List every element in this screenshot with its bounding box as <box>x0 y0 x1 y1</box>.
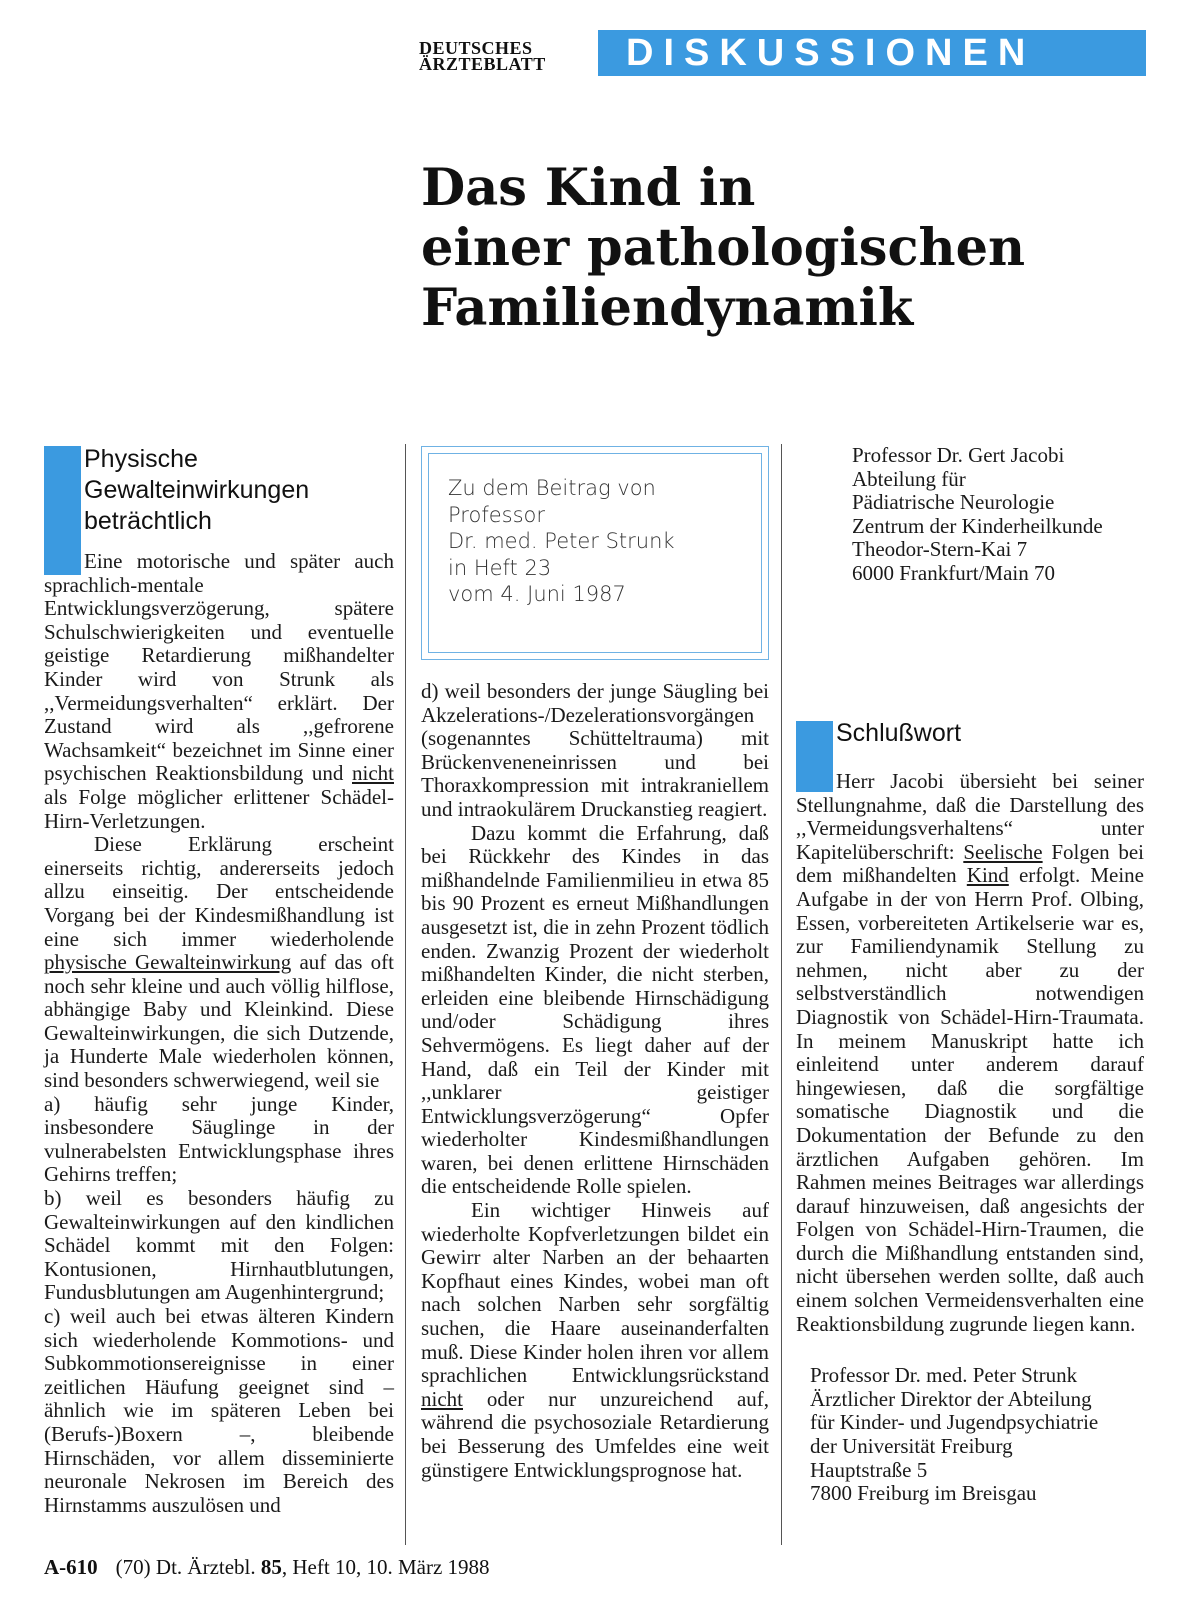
footer-ref-start: (70) Dt. Ärztebl. <box>115 1555 256 1579</box>
column-3 <box>796 444 1144 586</box>
title-line-3: Familiendynamik <box>421 278 914 338</box>
reply-p1-mid: Folgen bei dem mißhandelten <box>796 839 1145 888</box>
letter-item-c: c) weil auch bei etwas älteren Kindern sich wiederholende Kommotions- und Subkommotionsereignisse in einer zeitlichen Häufung geeignet sind – ähnlich wie im späteren Leben bei (Berufs-)Boxern –, bleibende Hirnschäden, vor allem disseminierte neuronale Nekrosen im Bereich des Hirnstamms auszulösen und <box>44 1304 394 1517</box>
reply-sig-line-3: für Kinder- und Jugendpsychiatrie <box>810 1410 1099 1435</box>
column-rule-right <box>781 444 782 1545</box>
letter-p1-text: Eine motorische und später auch sprachlich-mentale Entwicklungsverzögerung, spätere Schulschwierigkeiten und eventuelle geistige Retardierung mißhandelter Kinder wird von Strunk als ,,Vermeidungsverhalten“ erklärt. Der Zustand wird als ,,gefrorene Wachsamkeit“ bezeichnet im Sinne einer psychischen Reaktionsbildung und <box>44 549 394 786</box>
title-line-1: Das Kind in <box>421 158 756 218</box>
letter-p1-underlined: nicht <box>352 761 394 786</box>
letter-heading-line-2: Gewalteinwirkungen <box>84 476 310 504</box>
letter-p2-underlined: physische Gewalteinwirkung <box>44 950 292 975</box>
letter-sig-line-6: 6000 Frankfurt/Main 70 <box>852 560 1055 585</box>
reply-sig-name: Professor Dr. med. Peter Strunk <box>810 1363 1078 1388</box>
letter-sig-line-4: Zentrum der Kinderheilkunde <box>852 513 1103 538</box>
reply-paragraph <box>796 770 1144 1336</box>
letter-item-a: a) häufig sehr junge Kinder, insbesondere Säuglinge in der vulnerabelsten Entwicklungsphase ihres Gehirns treffen; <box>44 1091 394 1187</box>
letter-p2-start: Diese Erklärung erscheint einerseits richtig, andererseits jedoch allzu einseitig. Der entscheidende Vorgang bei der Kindesmißhandlung ist eine sich immer wiederholende <box>44 832 394 951</box>
letter-item-b: b) weil es besonders häufig zu Gewalteinwirkungen auf den kindlichen Schädel kommt mit den Folgen: Kontusionen, Hirnhautblutungen, Fundusblutungen am Augenhintergrund; <box>44 1186 394 1305</box>
letter-sig-line-2: Abteilung für <box>852 466 966 491</box>
column-1 <box>44 550 394 1517</box>
reply-sig-line-6: 7800 Freiburg im Breisgau <box>810 1481 1037 1506</box>
letter-paragraph-1 <box>44 550 394 833</box>
letter-paragraph-2 <box>44 833 394 1093</box>
column-rule-left <box>405 444 406 1545</box>
reply-underlined-1: Seelische <box>963 839 1043 864</box>
note-box <box>421 446 769 660</box>
letter-heading-line-3: beträchtlich <box>84 507 212 535</box>
letter-heading <box>84 444 404 537</box>
letter-p4-underlined: nicht <box>421 1386 463 1411</box>
column-3-reply <box>796 770 1144 1506</box>
reply-signature <box>810 1364 1144 1506</box>
letter-sig-line-3: Pädiatrische Neurologie <box>852 490 1055 515</box>
reply-underlined-2: Kind <box>966 863 1009 888</box>
section-banner: DISKUSSIONEN <box>598 30 1146 76</box>
reply-sig-line-4: der Universität Freiburg <box>810 1434 1013 1459</box>
note-line-4: in Heft 23 <box>448 555 552 580</box>
note-line-3: Dr. med. Peter Strunk <box>448 529 675 553</box>
footer-ref-end: , Heft 10, 10. März 1988 <box>281 1555 490 1579</box>
letter-paragraph-4 <box>421 1199 769 1482</box>
note-line-5: vom 4. Juni 1987 <box>448 582 626 606</box>
note-text <box>448 475 748 608</box>
reply-p1-start: Herr Jacobi übersieht bei seiner Stellungnahme, daß die Darstellung des ,,Vermeidungsverhaltens“ unter Kapitelüberschrift: <box>796 769 1144 864</box>
column-2 <box>421 680 769 1482</box>
article-title <box>421 158 1141 338</box>
masthead <box>419 40 584 72</box>
footer-volume: 85 <box>260 1555 282 1579</box>
reply-sig-line-5: Hauptstraße 5 <box>810 1457 928 1482</box>
page-footer <box>44 1554 490 1580</box>
letter-sig-line-5: Theodor-Stern-Kai 7 <box>852 537 1028 562</box>
reply-p1-end: erfolgt. Meine Aufgabe in der von Herrn Prof. Olbing, Essen, vorbereiteten Artikelserie war es, zur Familiendynamik Stellung zu nehmen, nicht aber zu der selbstverständlich notwendigen Diagnostik von Schädel-Hirn-Traumata. In meinem Manuskript hatte ich einleitend unter anderem darauf hingewiesen, daß die sorgfältige somatische Diagnostik und die Dokumentation der Befunde zu den ärztlichen Aufgaben gehören. Im Rahmen meines Beitrages war allerdings darauf hinzuweisen, daß angesichts der Folgen von Schädel-Hirn-Traumen, die durch die Mißhandlung entstanden sind, nicht übersehen werden sollte, daß auch einem solchen Vermeidensverhalten eine Reaktionsbildung zugrunde liegen kann. <box>796 863 1145 1336</box>
letter-signature <box>852 444 1144 586</box>
title-line-2: einer pathologischen <box>421 218 1026 278</box>
letter-sig-name: Professor Dr. Gert Jacobi <box>852 443 1065 467</box>
letter-paragraph-3: Dazu kommt die Erfahrung, daß bei Rückkehr des Kindes in das mißhandelnde Familienmilieu in etwa 85 bis 90 Prozent es erneut Mißhandlungen ausgesetzt ist, die in zehn Prozent tödlich enden. Zwanzig Prozent der wiederholt mißhandelten Kinder, die nicht sterben, erleiden eine bleibende Hirnschädigung und/oder Schädigung ihres Sehvermögens. Es liegt daher auf der Hand, daß ein Teil der Kinder mit ,,unklarer geistiger Entwicklungsverzögerung“ Opfer wiederholter Kindesmißhandlungen waren, bei denen erlittene Hirnschäden die entscheidende Rolle spielen. <box>421 820 769 1199</box>
masthead-line-2: ÄRZTEBLATT <box>419 54 546 74</box>
note-line-2: Professor <box>448 502 545 527</box>
letter-heading-line-1: Physische <box>84 445 198 473</box>
reply-sig-line-2: Ärztlicher Direktor der Abteilung <box>810 1386 1092 1411</box>
letter-p1-end: als Folge möglicher erlittener Schädel-Hirn-Verletzungen. <box>44 784 394 833</box>
letter-p2-end: auf das oft noch sehr kleine und auch völlig hilflose, abhängige Baby und Kleinkind. Diese Gewalteinwirkungen, die sich Dutzende, ja Hunderte Male wiederholen können, sind besonders schwerwiegend, weil sie <box>44 950 394 1093</box>
reply-heading: Schlußwort <box>836 719 962 747</box>
letter-p4-start: Ein wichtiger Hinweis auf wiederholte Kopfverletzungen bildet ein Gewirr alter Narben an der behaarten Kopfhaut eines Kindes, wobei man oft nach solchen Narben sehr sorgfältig suchen, die Haare auseinanderfalten muß. Diese Kinder holen ihren vor allem sprachlichen Entwicklungsrückstand <box>421 1198 769 1388</box>
masthead-line-1: DEUTSCHES <box>419 38 533 58</box>
page-number: A-610 <box>44 1555 98 1579</box>
letter-p4-end: oder nur unzureichend auf, während die psychosoziale Retardierung bei Besserung des Umfeldes eine weit günstigere Entwicklungsprognose hat. <box>421 1386 770 1482</box>
note-line-1: Zu dem Beitrag von <box>448 476 656 500</box>
letter-item-d: d) weil besonders der junge Säugling bei Akzelerations-/Dezelerationsvorgängen (sogenanntes Schütteltrauma) mit Brückenveneneinrissen und bei Thoraxkompression mit intrakraniellem und intraokulärem Druckanstieg reagiert. <box>421 679 769 821</box>
